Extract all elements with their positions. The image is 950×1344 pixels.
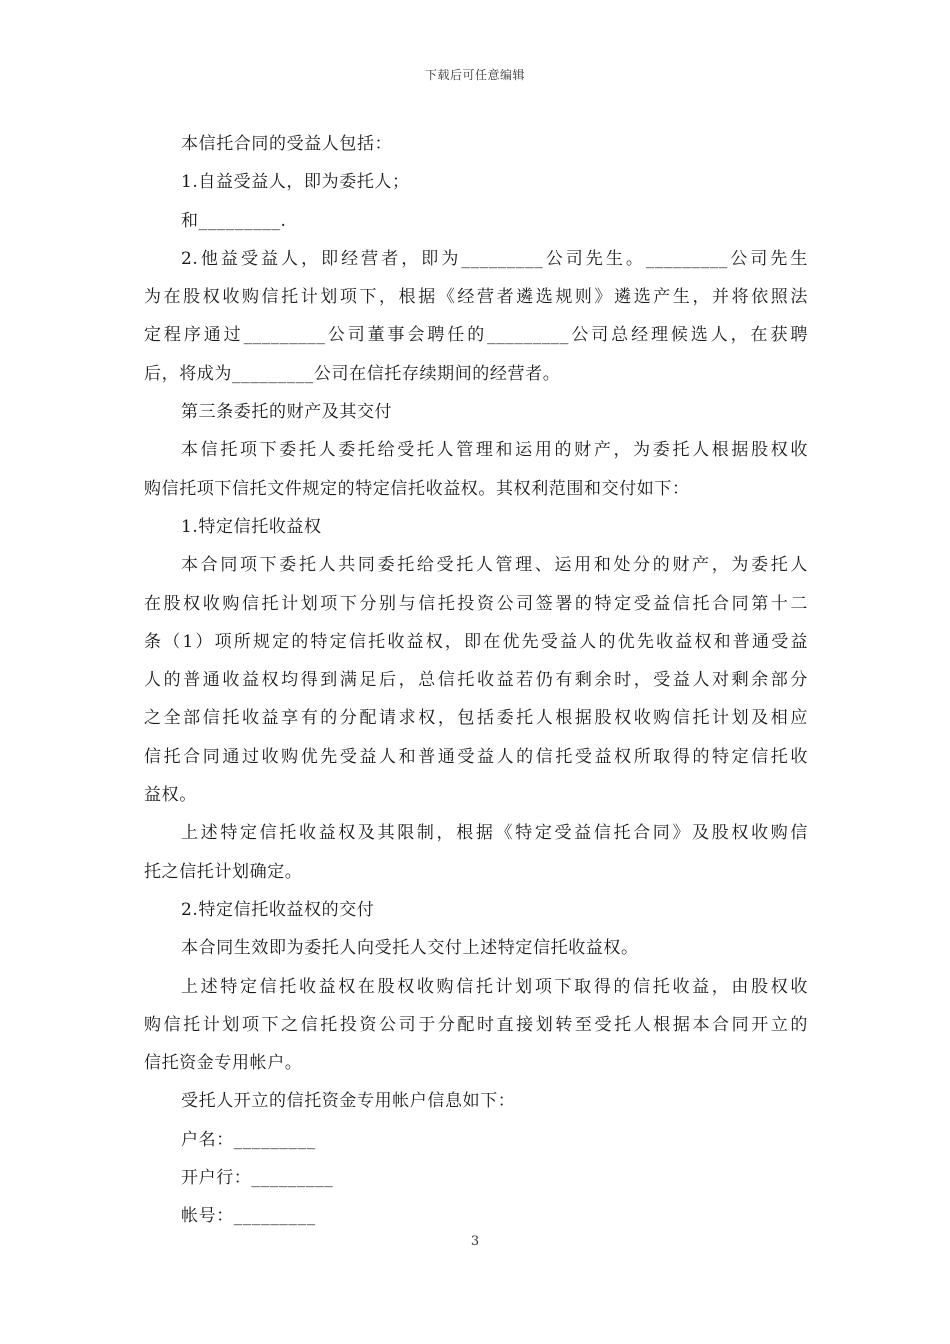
text-line: 本合同生效即为委托人向受托人交付上述特定信托收益权。 xyxy=(181,938,639,959)
text-line: 人的普通收益权均得到满足后，总信托收益若仍有剩余时，受益人对剩余部分 xyxy=(144,670,808,691)
text-line: 信托合同通过收购优先受益人和普通受益人的信托受益权所取得的特定信托收 xyxy=(144,746,808,767)
text-line: 和_________. xyxy=(181,210,287,231)
text-line: 条（1）项所规定的特定信托收益权，即在优先受益人的优先收益权和普通受益 xyxy=(144,631,808,652)
text-line: 本合同项下委托人共同委托给受托人管理、运用和处分的财产，为委托人 xyxy=(181,555,808,576)
page-number: 3 xyxy=(470,1234,480,1249)
text-line: 托之信托计划确定。 xyxy=(144,861,303,882)
page-header: 下载后可任意编辑 xyxy=(424,68,525,82)
text-line: 1.自益受益人，即为委托人； xyxy=(181,172,410,193)
bank-field: 开户行：_________ xyxy=(181,1168,334,1189)
text-line: 定程序通过_________公司董事会聘任的_________公司总经理候选人，在获聘 xyxy=(144,325,808,346)
text-line: 本信托合同的受益人包括： xyxy=(181,134,393,154)
text-line: 受托人开立的信托资金专用帐户信息如下： xyxy=(181,1091,516,1112)
subsection-heading: 1.特定信托收益权 xyxy=(181,516,322,537)
text-line: 2.他益受益人，即经营者，即为_________公司先生。_________公司先生 xyxy=(181,248,808,269)
text-line: 益权。 xyxy=(144,785,197,806)
text-line: 之全部信托收益享有的分配请求权，包括委托人根据股权收购信托计划及相应 xyxy=(144,708,808,729)
text-line: 购信托计划项下之信托投资公司于分配时直接划转至受托人根据本合同开立的 xyxy=(144,1014,808,1035)
subsection-heading: 2.特定信托收益权的交付 xyxy=(181,899,375,920)
account-number-field: 帐号：_________ xyxy=(181,1206,316,1227)
text-line: 信托资金专用帐户。 xyxy=(144,1053,303,1074)
text-line: 后，将成为_________公司在信托存续期间的经营者。 xyxy=(144,363,561,384)
text-line: 上述特定信托收益权及其限制，根据《特定受益信托合同》及股权收购信 xyxy=(181,823,808,844)
text-line: 在股权收购信托计划项下分别与信托投资公司签署的特定受益信托合同第十二 xyxy=(144,593,808,614)
account-name-field: 户名：_________ xyxy=(181,1129,316,1150)
section-heading: 第三条委托的财产及其交付 xyxy=(181,402,393,423)
text-line: 购信托项下信托文件规定的特定信托收益权。其权利范围和交付如下： xyxy=(144,478,690,499)
text-line: 上述特定信托收益权在股权收购信托计划项下取得的信托收益，由股权收 xyxy=(181,976,808,997)
document-body xyxy=(144,125,808,1236)
text-line: 为在股权收购信托计划项下，根据《经营者遴选规则》遴选产生，并将依照法 xyxy=(144,287,808,308)
text-line: 本信托项下委托人委托给受托人管理和运用的财产，为委托人根据股权收 xyxy=(181,440,808,461)
